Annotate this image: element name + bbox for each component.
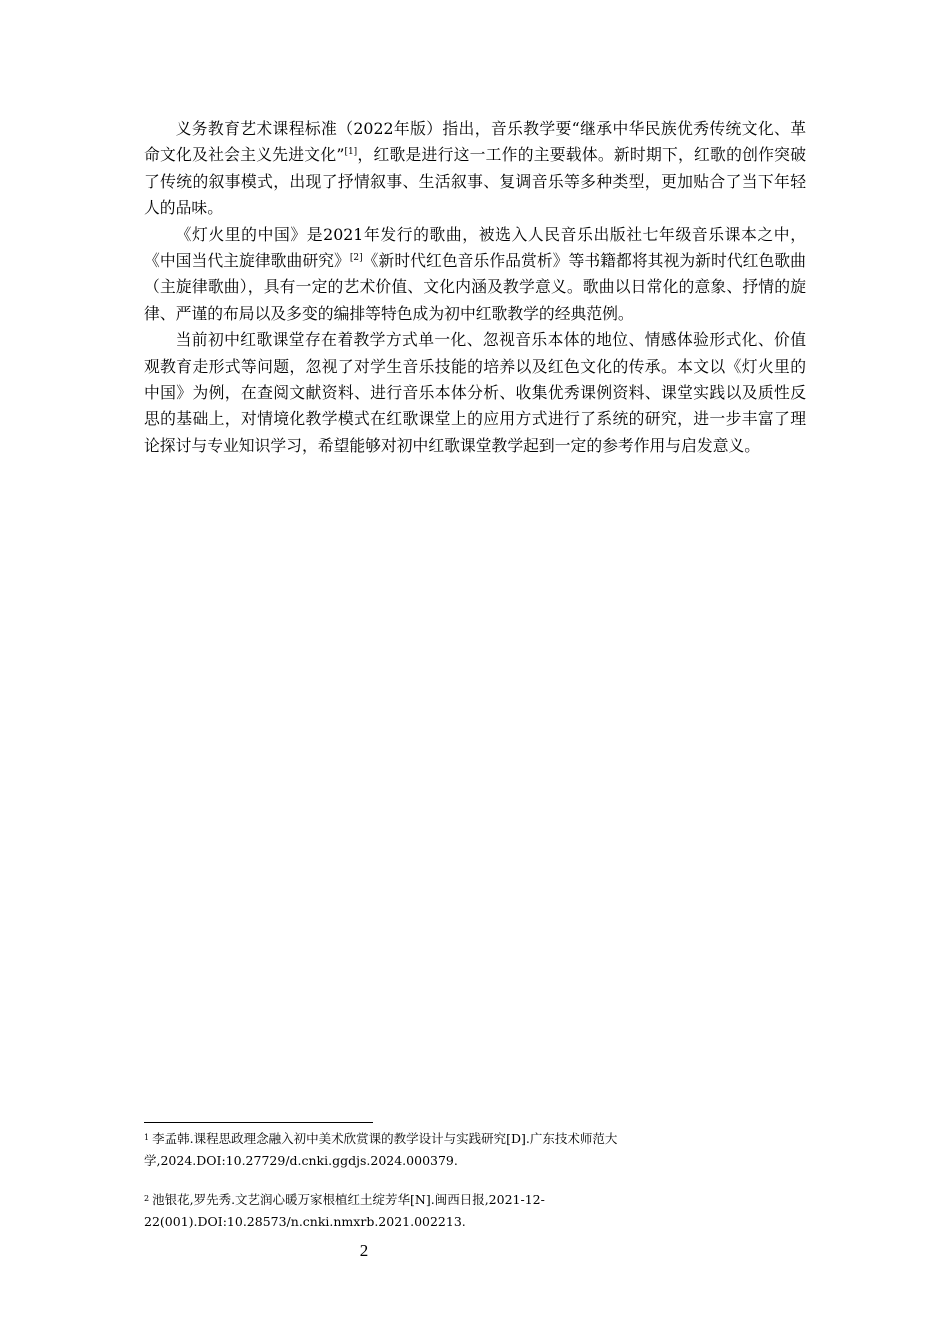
- page-number: 2: [359, 1241, 369, 1260]
- footnote-2: [144, 1189, 734, 1233]
- paragraph-2: [144, 222, 806, 328]
- body-text: [144, 116, 806, 459]
- citation-1: [1]: [344, 147, 358, 158]
- paragraph-2-text-continued: 《新时代红色音乐作品赏析》等书籍都将其视为新时代红色歌曲（主旋律歌曲），具有一定的艺术价值、文化内涵及教学意义。歌曲以日常化的意象、抒情的旋律、严谨的布局以及多变的编排等特色成为初中红歌教学的经典范例。: [144, 251, 806, 323]
- footnote-1-text: 李孟韩.课程思政理念融入初中美术欣赏课的教学设计与实践研究[D].广东技术师范大学,2024.DOI:10.27729/d.cnki.ggdjs.2024.000379.: [144, 1131, 618, 1168]
- paragraph-1: [144, 116, 806, 222]
- footnote-2-mark: 2: [144, 1194, 150, 1203]
- paragraph-1-text-continued: ，红歌是进行这一工作的主要载体。新时期下，红歌的创作突破了传统的叙事模式，出现了抒情叙事、生活叙事、复调音乐等多种类型，更加贴合了当下年轻人的品味。: [144, 145, 806, 218]
- footnote-2-text: 池银花,罗先秀.文艺润心暖万家根植红土绽芳华[N].闽西日报,2021-12-22(001).DOI:10.28573/n.cnki.nmxrb.2021.002213.: [144, 1192, 545, 1229]
- citation-2: [2]: [349, 253, 363, 264]
- paragraph-3: [144, 327, 806, 459]
- paragraph-1-text: 义务教育艺术课程标准（2022年版）指出，音乐教学要“继承中华民族优秀传统文化、革命文化及社会主义先进文化”: [144, 119, 806, 165]
- footnote-separator: [144, 1122, 373, 1123]
- paragraph-3-text: 当前初中红歌课堂存在着教学方式单一化、忽视音乐本体的地位、情感体验形式化、价值观教育走形式等问题，忽视了对学生音乐技能的培养以及红色文化的传承。本文以《灯火里的中国》为例，在查阅文献资料、进行音乐本体分析、收集优秀课例资料、课堂实践以及质性反思的基础上，对情境化教学模式在红歌课堂上的应用方式进行了系统的研究，进一步丰富了理论探讨与专业知识学习，希望能够对初中红歌课堂教学起到一定的参考作用与启发意义。: [144, 330, 806, 455]
- footnote-1-mark: 1: [144, 1133, 150, 1142]
- footnote-1: [144, 1128, 734, 1172]
- paragraph-2-text: 《灯火里的中国》是2021年发行的歌曲，被选入人民音乐出版社七年级音乐课本之中，《中国当代主旋律歌曲研究》: [144, 224, 806, 271]
